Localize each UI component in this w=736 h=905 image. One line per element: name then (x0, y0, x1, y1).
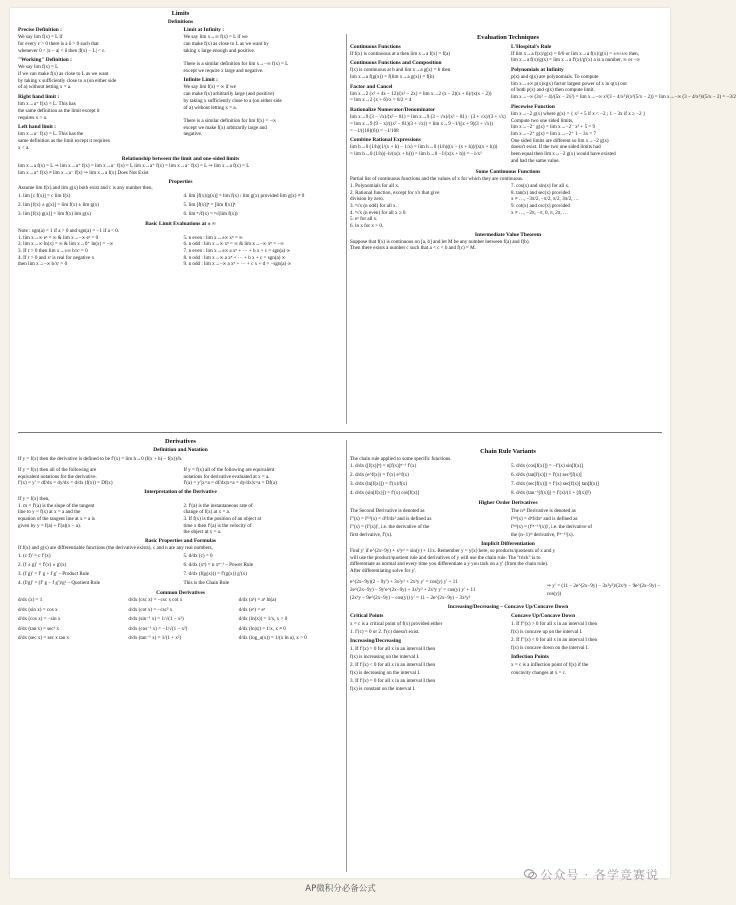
evaluation-technique-label: Continuous Functions and Composition (350, 60, 442, 67)
common-derivative-line: d/dx (x) = 1 (18, 597, 43, 604)
limit-property-line: 2. lim [f(x) ± g(x)] = lim f(x) ± lim g(x) (18, 202, 100, 209)
continuous-right (511, 183, 666, 230)
interpretation-right (184, 503, 344, 537)
limit-definition-line: by taking x sufficiently close to a (on either side (183, 97, 282, 104)
common-derivative-line: d/dx (cos⁻¹ x) = −1/√(1 − x²) (128, 625, 188, 632)
increasing-decreasing-text (350, 645, 505, 693)
evaluation-panel (350, 34, 736, 428)
notation-line: f′(a) = y′|x=a = df/dx|x=a = dy/dx|x=a = Df(a) (183, 480, 277, 487)
concavity-line: 2. If f″(x) < 0 for all x in an interval I then (511, 636, 598, 643)
concavity-line: f(x) is concave down on the interval I. (511, 644, 589, 651)
evaluation-technique-line: lim x→9 (3 − √x)/(x² − 81) = lim x→9 (3 − √x)/(x² − 81) · (3 + √x)/(3 + √x) (350, 114, 506, 121)
concavity-column (511, 611, 666, 693)
properties-columns (18, 192, 343, 219)
increasing-decreasing-line: 1. If f′(x) > 0 for all x in an interval I then (350, 645, 436, 652)
common-derivative-line: d/dx (ln|x|) = 1/x, x ≠ 0 (238, 625, 286, 632)
chain-rule-line: 3. d/dx (ln[f(x)]) = f′(x)/f(x) (350, 481, 408, 488)
limit-definition-line: can make f(x) as close to L as we want by (183, 40, 269, 47)
implicit-line: differentiate as normal and every time you differentiate a y you tack on a y′ (from the chain rule). (350, 561, 549, 568)
evaluation-technique-line: = −1/((18)(6)) = −1/108 (350, 127, 399, 134)
notation-line: If y = f(x) all of the following are equivalent (183, 466, 275, 473)
interpretation-line: change of f(x) at x = a. (183, 509, 231, 516)
properties-left-list (18, 192, 178, 219)
continuous-heading: Some Continuous Functions (475, 169, 541, 176)
footer-caption: AP微积分必备公式 (305, 884, 376, 894)
continuous-function-line: 6. ln x for x > 0. (350, 223, 384, 230)
higher-order-line: f″(x) = (f′(x))′, i.e. the derivative of the (350, 524, 430, 531)
basic-limit-line: then lim x→−∞ b/xʳ = 0 (18, 261, 68, 268)
increasing-decreasing-label: Increasing/Decreasing (350, 637, 402, 644)
basic-properties-left (18, 552, 178, 588)
higher-order-line: f⁽ⁿ⁾(x) = (f⁽ⁿ⁻¹⁾(x))′, i.e. the derivative of (511, 524, 593, 531)
notation-left (18, 467, 178, 487)
derivatives-panel (18, 438, 343, 874)
evaluation-title: Evaluation Techniques (477, 34, 539, 41)
limit-definition-line: whenever 0 < |x − a| < δ then |f(x) − L| < ε. (18, 47, 106, 54)
higher-order-line: f⁽ⁿ⁾(x) = dⁿf/dxⁿ and is defined as (511, 516, 578, 523)
concavity-text (511, 620, 666, 652)
page-divider (18, 432, 662, 433)
interpretation-line: 1. m = f′(a) is the slope of the tangent (18, 502, 95, 509)
definitions-left-column (18, 25, 178, 154)
limit-definition-label: Right hand limit : (18, 94, 60, 101)
common-derivatives-heading: Common Derivatives (156, 589, 205, 596)
limit-definition-block (18, 57, 178, 91)
critical-points-text (350, 620, 505, 636)
continuous-function-line: 7. cos(x) and sin(x) for all x. (511, 182, 570, 189)
evaluation-technique-block (350, 44, 505, 58)
derivative-property-line: This is the Chain Rule (183, 579, 230, 586)
inflection-line: concavity changes at x = c. (511, 669, 567, 676)
limit-property-line: 1. lim [c f(x)] = c lim f(x) (18, 193, 71, 200)
higher-order-line: first derivative, f′(x). (350, 532, 393, 539)
evaluation-technique-line: If f(x) is continuous at a then lim x→a f(x) = f(a) (350, 50, 451, 57)
basic-limits-right (184, 235, 344, 269)
chain-rule-line: 2. d/dx (e^f(x)) = f′(x) e^f(x) (350, 472, 409, 479)
evaluation-right-column (511, 42, 736, 168)
interpretation-line: 3. If f(x) is the position of an object at (183, 515, 262, 522)
continuous-left (350, 183, 505, 230)
higher-order-heading: Higher Order Derivatives (478, 500, 538, 507)
watermark (524, 866, 659, 883)
higher-order-right (511, 507, 666, 539)
evaluation-technique-line: = lim x→9 (9 − x)/((x² − 81)(3 + √x)) = lim x→9 −1/((x + 9)(3 + √x)) (350, 120, 493, 127)
increasing-decreasing-heading: Increasing/Decreasing – Concave Up/Concave Down (447, 603, 569, 610)
evaluation-technique-line: f(x) is continuous at b and lim x→a g(x) = b then (350, 67, 451, 74)
higher-order-line: the (n−1)ᵗʰ derivative, f⁽ⁿ⁻¹⁾(x). (511, 532, 574, 539)
common-derivative-line: d/dx (log_a(x)) = 1/(x ln a), x > 0 (238, 635, 307, 642)
implicit-heading: Implicit Differentiation (481, 541, 535, 548)
limit-definition-label: Left hand limit : (18, 124, 56, 131)
limit-definition-line: We say lim f(x) = L if (18, 34, 63, 41)
chain-rule-right (511, 462, 666, 498)
ivt-heading: Intermediate Value Theorem (474, 231, 542, 238)
evaluation-technique-block (511, 104, 666, 165)
continuous-function-line: 5. eˣ for all x. (350, 216, 378, 223)
increasing-decreasing-line: f(x) is increasing on the interval I. (350, 653, 420, 660)
limit-definition-line: negative. (183, 131, 203, 138)
evaluation-technique-block (350, 84, 505, 104)
critical-point-line: x = c is a critical point of f(x) provided either (350, 620, 443, 627)
limit-definition-line: of a) without letting x = a. (183, 104, 237, 111)
common-derivative-line: d/dx (eˣ) = eˣ (238, 606, 266, 613)
properties-left (18, 192, 343, 219)
evaluation-technique-line: of both p(x) and q(x) then compute limit. (511, 87, 595, 94)
inflection-line: x = c is a inflection point of f(x) if the (511, 661, 589, 668)
evaluation-technique-line: If lim x→a f(x)/g(x) = 0/0 or lim x→a f(x)/g(x) = ±∞/±∞ then, (511, 50, 639, 57)
evaluation-technique-line: doesn't exist. If the two one sided limits had (511, 144, 601, 151)
interpretation-line: given by y = f(a) + f′(a)(x − a). (18, 522, 82, 529)
common-derivative-line: d/dx (cos x) = −sin x (18, 616, 61, 623)
implicit-description (350, 548, 666, 575)
relationship-line: lim x→a f(x) = L ⇒ lim x→a⁺ f(x) = lim x→a⁻ f(x) = L lim x→a⁺ f(x) = lim x→a⁻ f(x) = L ⇒ lim x→a f(x) = L (18, 163, 250, 170)
ivt-line: Then there exists a number c such that a < c < b and f(c) = M. (350, 245, 476, 252)
evaluation-technique-label: Polynomials at Infinity (511, 67, 564, 73)
evaluation-technique-label: Factor and Cancel (350, 83, 393, 90)
implicit-step-line: e^(2x−9y)(2 − 9y′) + 3x²y² + 2x³y y′ = cos(y) y′ + 11 (350, 578, 458, 585)
limit-definition-line: the same definition as the limit except it (18, 107, 100, 114)
limit-definition-line: lim x→a⁺ f(x) = L. This has (18, 101, 76, 108)
limit-definition-block (18, 124, 178, 151)
derivative-property-line: 4. (f/g)′ = (f′ g − f g′)/g² – Quotient Rule (18, 579, 101, 586)
limit-definition-block (184, 77, 344, 138)
inflection-label: Inflection Points (511, 653, 549, 660)
evaluation-technique-line: lim x→−2⁻ g(x) = lim x→−2⁻ x² + 5 = 9 (511, 124, 596, 131)
basic-limit-line: 3. If r > 0 then lim x→±∞ b/xʳ = 0 (18, 247, 88, 254)
properties-right-list (184, 192, 344, 219)
critical-point-line: 1. f′(c) = 0 or 2. f′(c) doesn't exist. (350, 628, 420, 635)
evaluation-technique-line: lim x→−2⁺ g(x) = lim x→−2⁺ 1 − 3x = 7 (511, 130, 597, 137)
wechat-logo-icon (524, 869, 537, 880)
definition-notation-heading: Definition and Notation (153, 446, 208, 453)
evaluation-technique-block (350, 137, 505, 157)
limit-definition-line: requires x > a. (18, 114, 48, 121)
chain-rule-title: Chain Rule Variants (480, 448, 536, 455)
interpretation-line: line to y = f(x) at x = a and the (18, 509, 81, 516)
implicit-step-line: (2x³y − 9e^(2x−9y) − cos(y)) y′ = 11 − 2e^(2x−9y) − 3x²y² (350, 594, 471, 601)
basic-limit-line: 2. lim x→∞ ln(x) = ∞ & lim x→0⁺ ln(x) = −∞ (18, 241, 114, 248)
evaluation-technique-line: = lim h→0 (1/h)(−h/(x(x + h))) = lim h→0 −1/(x(x + h)) = −1/x² (350, 150, 482, 157)
limit-definition-line: We say lim x→∞ f(x) = L if we (183, 34, 248, 41)
limit-definition-label: Precise Definition : (18, 27, 62, 34)
chain-rule-line: 6. d/dx (tan[f(x)]) = f′(x) sec²[f(x)] (511, 472, 582, 479)
critical-points-label: Critical Points (350, 612, 384, 619)
continuous-intro: Partial list of continuous functions and the values of x for which they are continuous. (350, 176, 524, 183)
properties-intro: Assume lim f(x) and lim g(x) both exist and c is any number then, (18, 185, 153, 192)
notation-line: equivalent notations for the derivative. (18, 473, 97, 480)
limit-definition-label: "Working" Definition : (18, 57, 72, 64)
continuous-function-line: x ≠ …, −2π, −π, 0, π, 2π, … (511, 209, 569, 216)
limit-definition-label: Limit at Infinity : (183, 27, 225, 34)
derivative-definition: If y = f(x) then the derivative is defined to be f′(x) = lim h→0 (f(x + h) − f(x))/h. (18, 456, 183, 463)
basic-limit-line: 8. n odd : lim x→∞ a xⁿ + ··· + b x + c = sgn(a) ∞ (183, 254, 286, 261)
evaluation-technique-block (350, 107, 505, 134)
chain-rule-line: 4. d/dx (sin[f(x)]) = f′(x) cos[f(x)] (350, 490, 420, 497)
sgn-note: Note : sgn(a) = 1 if a > 0 and sgn(a) = −1 if a < 0. (18, 227, 120, 234)
continuous-function-line: division by zero. (350, 196, 385, 203)
implicit-result-formula: ⇒ y′ = (11 − 2e^(2x−9y) − 3x²y²)/(2x³y − 9e^(2x−9y) − cos(y)) (546, 582, 661, 597)
limit-definition-line: same definition as the limit except it requires (18, 137, 110, 144)
implicit-line: Find y′ if e^(2x−9y) + x³y² = sin(y) + 11x. Remember y = y(x) here, so products/quotients of x and y (350, 547, 556, 554)
common-derivatives-col-2 (128, 596, 232, 644)
chain-rule-intro: The chain rule applied to some specific functions. (350, 455, 452, 462)
limit-definition-line: taking x large enough and positive. (183, 47, 255, 54)
common-derivative-line: d/dx (ln(x)) = 1/x, x > 0 (238, 616, 288, 623)
higher-order-line: The nᵗʰ Derivative is denoted as (511, 508, 576, 515)
limit-definition-line (184, 54, 344, 61)
evaluation-technique-line: lim x→a f(x)/g(x) = lim x→a f′(x)/g′(x) a is a number, ∞ or −∞ (511, 57, 641, 64)
evaluation-technique-line: One sided limits are different so lim x→−2 g(x) (511, 137, 609, 144)
basic-properties-heading: Basic Properties and Formulas (144, 538, 217, 545)
chain-rule-line: 1. d/dx ([f(x)]ⁿ) = n[f(x)]ⁿ⁻¹ f′(x) (350, 463, 417, 470)
limit-definition-line: We say lim f(x) = L (18, 64, 59, 71)
limit-definition-line: lim x→a⁻ f(x) = L. This has the (18, 131, 84, 138)
limit-definition-line: There is a similar definition for lim x→−∞ f(x) = L (183, 61, 289, 67)
common-derivative-line: d/dx (tan x) = sec² x (18, 625, 60, 632)
interpretation-heading: Interpretation of the Derivative (144, 489, 217, 495)
evaluation-technique-line: Compute two one sided limits, (511, 117, 574, 124)
common-derivative-line: d/dx (csc x) = −csc x cot x (128, 597, 183, 604)
definitions-heading: Definitions (167, 18, 194, 25)
implicit-line: After differentiating solve for y′. (350, 568, 417, 574)
evaluation-technique-label: Piecewise Function (511, 103, 555, 110)
increasing-decreasing-line: f(x) is decreasing on the interval I. (350, 669, 421, 676)
derivative-property-line: 6. d/dx (xⁿ) = n xⁿ⁻¹ – Power Rule (183, 561, 254, 568)
common-derivative-line: d/dx (aˣ) = aˣ ln(a) (238, 597, 277, 604)
limit-definition-line: x < a. (18, 144, 30, 151)
common-derivatives-col-3 (239, 596, 343, 644)
relationship-line: lim x→a⁺ f(x) ≠ lim x→a⁻ f(x) ⇒ lim x→a f(x) Does Not Exist (18, 169, 149, 176)
inflection-text (511, 661, 666, 677)
evaluation-technique-line: and had the same value. (511, 157, 560, 164)
interpretation-line: 2. f′(a) is the instantaneous rate of (183, 502, 253, 509)
derivative-property-line: 1. (c f)′ = c f′(x) (18, 552, 51, 559)
implicit-line: will use the product/quotient rule and derivatives of y will use the chain rule. The "trick" is to (350, 554, 541, 561)
basic-limit-line: 6. n odd : lim x→∞ xⁿ = ∞ & lim x→−∞ xⁿ = −∞ (183, 241, 284, 248)
evaluation-technique-line: = lim x→2 (x + 6)/x = 8/2 = 4 (350, 97, 412, 104)
evaluation-technique-line: lim x→−∞ (3x² − 4)/(5x − 2x²) = lim x→−∞ x²(3 − 4/x²)/(x²(5/x − 2)) = lim x→−∞ (3 − 4/x²)/(5/x − 2) = −3/2 (511, 94, 736, 101)
basic-limit-line: 4. If r > 0 and xʳ is real for negative x (18, 254, 95, 261)
basic-limit-line: 5. n even : lim x→±∞ xⁿ = ∞ (183, 234, 243, 241)
ivt-line: Suppose that f(x) is continuous on [a, b] and let M be any number between f(a) and f(b). (350, 238, 530, 245)
limit-definition-block (184, 27, 344, 74)
evaluation-technique-line: been equal then lim x→−2 g(x) would have existed (511, 151, 616, 158)
limit-definition-line: can make f(x) arbitrarily large (and positive) (183, 91, 275, 98)
common-derivative-line: d/dx (cot x) = −csc² x (128, 606, 173, 613)
properties-heading: Properties (168, 178, 193, 185)
formula-sheet (10, 8, 736, 878)
evaluation-technique-line: lim x→a f(g(x)) = f(lim x→a g(x)) = f(b) (350, 74, 435, 80)
concavity-line: 1. If f″(x) > 0 for all x in an interval I then (511, 620, 598, 627)
evaluation-technique-label: L'Hospital's Rule (511, 43, 552, 50)
higher-order-left (350, 507, 505, 539)
derivative-property-line: 5. d/dx (c) = 0 (183, 552, 213, 559)
concavity-line: f(x) is concave up on the interval I. (511, 628, 583, 635)
limit-definition-label: Infinite Limit : (183, 77, 218, 84)
evaluation-technique-line: lim x→−2 g(x) where g(x) = { x² + 5 if x < −2 ; 1 − 3x if x ≥ −2 } (511, 110, 646, 117)
limit-definition-line (184, 111, 344, 118)
basic-limit-line: 7. n even : lim x→±∞ a xⁿ + ··· + b x + c = sgn(a) ∞ (183, 247, 291, 254)
limit-definition-line: for every ε > 0 there is a δ > 0 such that (18, 40, 99, 47)
higher-order-line: The Second Derivative is denoted as (350, 508, 425, 515)
relationship-heading: Relationship between the limit and one-sided limits (121, 156, 240, 163)
derivative-property-line: 7. d/dx (f(g(x))) = f′(g(x)) g′(x) (183, 570, 247, 577)
evaluation-technique-line: lim h→0 (1/h)(1/(x + h) − 1/x) = lim h→0 (1/h)((x − (x + h))/(x(x + h))) (350, 144, 498, 151)
bottom-column-divider (346, 440, 347, 872)
limit-definition-block (18, 94, 178, 121)
limit-definition-block (18, 27, 178, 54)
evaluation-technique-label: Rationalize Numerator/Denominator (350, 107, 436, 114)
basic-limits-left (18, 235, 178, 269)
chain-rule-panel (350, 448, 666, 874)
evaluation-technique-block (511, 44, 666, 64)
chain-rule-line: 8. d/dx (tan⁻¹[f(x)]) = f′(x)/(1 + [f(x)]²) (511, 490, 591, 497)
limit-property-line: 4. lim [f(x)/g(x)] = lim f(x) / lim g(x) provided lim g(x) ≠ 0 (183, 193, 305, 200)
common-derivative-line: d/dx (sin x) = cos x (18, 606, 58, 613)
basic-limit-line: 9. n odd : lim x→−∞ a xⁿ + ··· + c x + d = −sgn(a) ∞ (183, 261, 292, 268)
limit-property-line: 5. lim [f(x)]ⁿ = [lim f(x)]ⁿ (183, 202, 236, 209)
continuous-function-line: 4. ⁿ√x (n even) for all x ≥ 0. (350, 209, 407, 216)
derivative-property-line: 3. (f g)′ = f′ g + f g′ – Product Rule (18, 570, 90, 577)
limits-panel (18, 10, 343, 428)
increasing-decreasing-line: 2. If f′(x) < 0 for all x in an interval I then (350, 661, 436, 668)
limit-definition-line: by taking x sufficiently close to a (on either side (18, 77, 117, 84)
interpretation-line: time x then f′(a) is the velocity of (183, 522, 252, 529)
chain-rule-left (350, 462, 505, 498)
continuous-function-line: 1. Polynomials for all x. (350, 182, 400, 189)
higher-order-line: f″(x) = f⁽²⁾(x) = d²f/dx² and is defined as (350, 516, 432, 523)
limit-property-line: 3. lim [f(x) g(x)] = lim f(x) lim g(x) (18, 211, 91, 218)
continuous-function-line: 3. ⁿ√x (n odd) for all x. (350, 203, 397, 210)
notation-right (184, 467, 344, 487)
evaluation-technique-label: Combine Rational Expressions (350, 137, 421, 144)
continuous-function-line: x ≠ …, −3π/2, −π/2, π/2, 3π/2, … (511, 196, 579, 203)
watermark-text: 公众号 · 各学竞赛说 (540, 868, 659, 882)
common-derivative-line: d/dx (tan⁻¹ x) = 1/(1 + x²) (128, 635, 182, 642)
limit-definition-line: of a) without letting x = a. (18, 84, 72, 91)
limits-title: Limits (171, 10, 190, 17)
evaluation-technique-block (350, 60, 505, 80)
critical-incdec-column (350, 611, 505, 693)
increasing-decreasing-line: f(x) is constant on the interval I. (350, 685, 416, 692)
interpretation-left (18, 503, 178, 537)
common-derivative-line: d/dx (sin⁻¹ x) = 1/√(1 − x²) (128, 616, 184, 623)
limit-definition-line: There is a similar definition for lim f(x) = −∞ (183, 117, 277, 124)
limit-property-line: 6. lim ⁿ√f(x) = ⁿ√(lim f(x)) (183, 211, 238, 218)
common-derivatives-col-1 (18, 596, 122, 644)
evaluation-left-column (350, 42, 505, 168)
evaluation-technique-block (511, 67, 736, 101)
interpretation-line: the object at x = a. (183, 529, 222, 536)
basic-limits-heading: Basic Limit Evaluations at ± ∞ (145, 221, 216, 228)
top-column-divider (346, 34, 347, 424)
limit-definition-line: We say lim f(x) = ∞ if we (183, 84, 236, 91)
concavity-label: Concave Up/Concave Down (511, 612, 576, 619)
continuous-function-line: 2. Rational function, except for x's that give (350, 189, 440, 196)
evaluation-technique-line: lim x→±∞ p(x)/q(x) factor largest power of x in q(x) out (511, 80, 627, 87)
continuous-function-line: 8. tan(x) and sec(x) provided (511, 189, 570, 196)
chain-rule-line: 7. d/dx (sec[f(x)]) = f′(x) sec[f(x)] tan[f(x)] (511, 481, 599, 488)
interpretation-intro: If y = f(x) then, (18, 495, 50, 502)
limit-definition-line: except we require x large and negative. (183, 67, 264, 74)
implicit-result (547, 578, 666, 602)
notation-line: f′(x) = y′ = df/dx = dy/dx = d/dx (f(x)) = Df(x) (18, 480, 113, 487)
limit-definition-line: if we can make f(x) as close to L as we want (18, 71, 109, 77)
relationship-block (18, 163, 343, 176)
derivatives-title: Derivatives (165, 438, 196, 445)
implicit-step-line: 2e^(2x−9y) − 9y′e^(2x−9y) + 3x²y² + 2x³y y′ = cos(y) y′ + 11 (350, 586, 476, 593)
ivt-statement (350, 239, 666, 252)
evaluation-technique-line: lim x→2 (x² + 4x − 12)/(x² − 2x) = lim x→2 (x − 2)(x + 6)/(x(x − 2)) (350, 90, 492, 97)
notation-line: notations for derivative evaluated at x = a. (183, 473, 270, 480)
evaluation-technique-line: p(x) and q(x) are polynomials. To compute (511, 74, 599, 80)
chain-rule-line: 5. d/dx (cos[f(x)]) = −f′(x) sin[f(x)] (511, 463, 583, 470)
definitions-right-column (184, 25, 344, 154)
common-derivative-line: d/dx (sec x) = sec x tan x (18, 635, 70, 642)
derivative-property-line: 2. (f ± g)′ = f′(x) ± g′(x) (18, 561, 67, 568)
interpretation-line: equation of the tangent line at x = a is (18, 515, 95, 522)
continuous-function-line: 9. cot(x) and csc(x) provided (511, 203, 570, 210)
notation-line: If y = f(x) then all of the following are (18, 466, 97, 473)
implicit-steps (350, 578, 541, 602)
limit-definition-line: except we make f(x) arbitrarily large and (183, 124, 267, 131)
increasing-decreasing-line: 3. If f′(x) = 0 for all x in an interval I then (350, 677, 436, 684)
basic-properties-intro: If f(x) and g(x) are differentiable functions (the derivative exists), c and n are any real numbers, (18, 544, 213, 551)
evaluation-technique-label: Continuous Functions (350, 43, 401, 50)
basic-limit-line: 1. lim x→∞ eˣ = ∞ & lim x→−∞ eˣ = 0 (18, 234, 99, 241)
basic-properties-right (184, 552, 344, 588)
